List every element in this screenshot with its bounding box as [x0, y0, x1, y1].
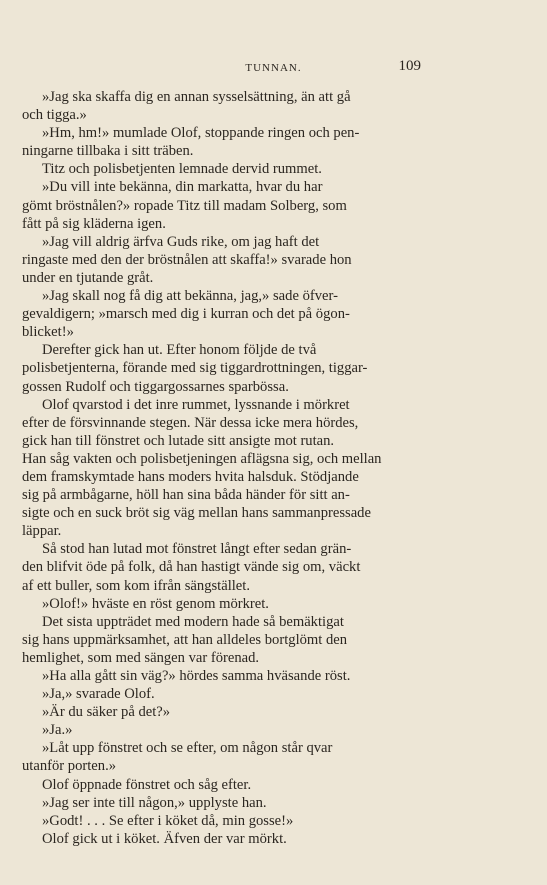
text-line: gossen Rudolf och tiggargossarnes sparbössa. — [22, 378, 289, 395]
text-line: »Ja,» svarade Olof. — [42, 686, 155, 703]
text-line: »Ja.» — [42, 722, 73, 739]
text-line: Det sista uppträdet med modern hade så bemäktigat — [42, 613, 344, 630]
body-text — [22, 88, 434, 848]
text-line: sig hans uppmärksamhet, att han alldeles bortglömt den — [22, 631, 348, 648]
text-line: Olof gick ut i köket. Äfven der var mörkt. — [42, 830, 287, 847]
text-line: Han såg vakten och polisbetjeningen aflägsna sig, och mellan — [22, 450, 382, 467]
text-line: »Låt upp fönstret och se efter, om någon står qvar — [42, 740, 333, 757]
text-line: och tigga.» — [22, 107, 87, 124]
text-line: »Ha alla gått sin väg?» hördes samma hväsande röst. — [42, 668, 351, 684]
text-line: hemlighet, som med sängen var förenad. — [22, 649, 260, 666]
text-line: Titz och polisbetjenten lemnade dervid rummet. — [42, 161, 322, 178]
text-line: gick han till fönstret och lutade sitt ansigte mot rutan. — [22, 432, 335, 449]
text-line: sig på armbågarne, höll han sina båda händer för sitt an- — [22, 487, 350, 504]
text-line: »Godt! . . . Se efter i köket då, min gosse!» — [42, 812, 294, 829]
page-header — [0, 58, 547, 82]
text-line: fått på sig kläderna igen. — [22, 215, 166, 232]
text-line: »Jag skall nog få dig att bekänna, jag,» sade öfver- — [42, 288, 338, 305]
text-line: »Olof!» hväste en röst genom mörkret. — [42, 595, 269, 612]
text-line: under en tjutande gråt. — [22, 269, 154, 286]
text-line: efter de försvinnande stegen. När dessa icke mera hördes, — [22, 414, 359, 431]
text-line: gevaldigern; »marsch med dig i kurran och det på ögon- — [22, 306, 350, 323]
text-line: »Hm, hm!» mumlade Olof, stoppande ringen och pen- — [42, 125, 360, 142]
text-line: Så stod han lutad mot fönstret långt efter sedan grän- — [42, 541, 352, 558]
text-line: utanför porten.» — [22, 758, 117, 775]
text-line: polisbetjenterna, förande med sig tiggardrottningen, tiggar- — [22, 360, 368, 377]
text-line: »Du vill inte bekänna, din markatta, hvar du har — [42, 179, 323, 196]
text-line: af ett buller, som kom ifrån sängstället. — [22, 577, 250, 594]
text-line: ringaste med den der bröstnålen att skaffa!» svarade hon — [22, 251, 352, 268]
running-title: TUNNAN. — [245, 62, 302, 74]
text-line: den blifvit öde på folk, då han hastigt vände sig om, väckt — [22, 559, 361, 576]
text-line: »Är du säker på det?» — [42, 704, 171, 721]
text-line: »Jag ska skaffa dig en annan sysselsättning, än att gå — [42, 89, 351, 105]
text-line: dem framskymtade hans moders hvita halsduk. Stödjande — [22, 468, 359, 485]
text-line: »Jag ser inte till någon,» upplyste han. — [42, 794, 267, 811]
text-line: läppar. — [22, 523, 62, 540]
text-line: Olof öppnade fönstret och såg efter. — [42, 776, 252, 793]
text-line: Derefter gick han ut. Efter honom följde de två — [42, 342, 317, 359]
text-line: sigte och en suck bröt sig väg mellan hans sammanpressade — [22, 505, 371, 522]
text-line: Olof qvarstod i det inre rummet, lyssnande i mörkret — [42, 396, 350, 413]
text-line: »Jag vill aldrig ärfva Guds rike, om jag haft det — [42, 233, 320, 250]
page-number: 109 — [398, 58, 421, 74]
text-line: ningarne tillbaka i sitt träben. — [22, 143, 194, 160]
text-line: gömt bröstnålen?» ropade Titz till madam Solberg, som — [22, 197, 347, 214]
text-line: blicket!» — [22, 324, 74, 341]
